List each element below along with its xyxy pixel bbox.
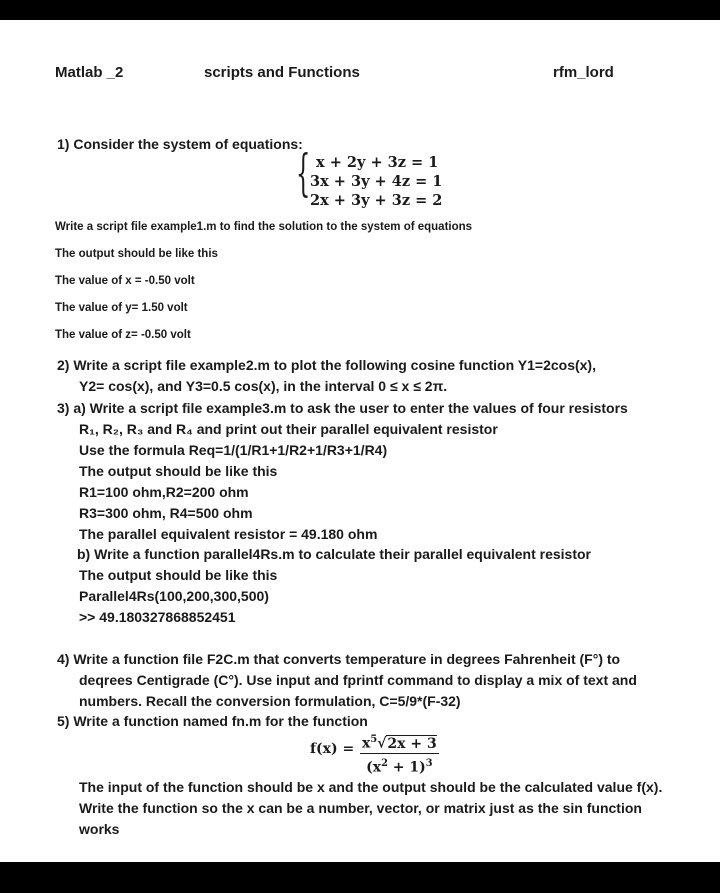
q3b-output-intro: The output should be like this [79,567,278,583]
q4-line3: numbers. Recall the conversion formulation, C=5/9*(F-32) [79,693,461,709]
document-page [0,20,720,862]
q1-output-z: The value of z= -0.50 volt [55,329,191,341]
topic-title: scripts and Functions [204,64,360,81]
q1-output-x: The value of x = -0.50 volt [55,275,195,287]
q3-example-1: R1=100 ohm,R2=200 ohm [79,484,249,500]
formula-fraction [360,731,439,777]
formula-lhs: f(x) = [310,741,355,757]
q4-line1: 4) Write a function file F2C.m that converts temperature in degrees Fahrenheit (F°) to [57,651,621,667]
equation-1: x + 2y + 3z = 1 [316,154,439,171]
q3b-call: Parallel4Rs(100,200,300,500) [79,588,269,604]
q1-output-intro: The output should be like this [55,248,218,260]
q2-line1: 2) Write a script file example2.m to plot the following cosine function Y1=2cos(x), [57,357,596,373]
course-title: Matlab _2 [55,64,124,81]
equation-2: 3x + 3y + 4z = 1 [310,173,443,190]
q4-line2: deqrees Centigrade (C°). Use input and fprintf command to display a mix of text and [79,672,637,688]
q5-desc-3: works [79,821,120,837]
q5-line1: 5) Write a function named fn.m for the function [57,713,368,729]
q3b-task: b) Write a function parallel4Rs.m to calculate their parallel equivalent resistor [77,546,592,562]
equation-brace: { [296,144,311,202]
q3-output-intro: The output should be like this [79,463,278,479]
q5-desc-2: Write the function so the x can be a number, vector, or matrix just as the sin function [79,800,642,816]
formula-numerator: $x^5√2x + 3$ [360,731,439,754]
q3-line1: 3) a) Write a script file example3.m to ask the user to enter the values of four resistors [57,400,628,416]
formula-denominator: $(x^2 + 1)^3$ [366,757,433,776]
q3-line2: R₁, R₂, R₃ and R₄ and print out their parallel equivalent resistor [79,421,498,437]
author-name: rfm_lord [553,64,614,81]
q1-title: 1) Consider the system of equations: [57,136,303,152]
q3-result: The parallel equivalent resistor = 49.180 ohm [79,526,378,542]
q1-task: Write a script file example1.m to find the solution to the system of equations [55,221,473,233]
q3b-result: >> 49.180327868852451 [79,609,236,625]
q3-formula: Use the formula Req=1/(1/R1+1/R2+1/R3+1/R4) [79,442,388,458]
equation-3: 2x + 3y + 3z = 2 [310,192,443,209]
q2-line2: Y2= cos(x), and Y3=0.5 cos(x), in the interval 0 ≤ x ≤ 2π. [79,378,448,394]
q5-desc-1: The input of the function should be x and the output should be the calculated value f(x). [79,779,663,795]
q3-example-2: R3=300 ohm, R4=500 ohm [79,505,253,521]
q1-output-y: The value of y= 1.50 volt [55,302,188,314]
